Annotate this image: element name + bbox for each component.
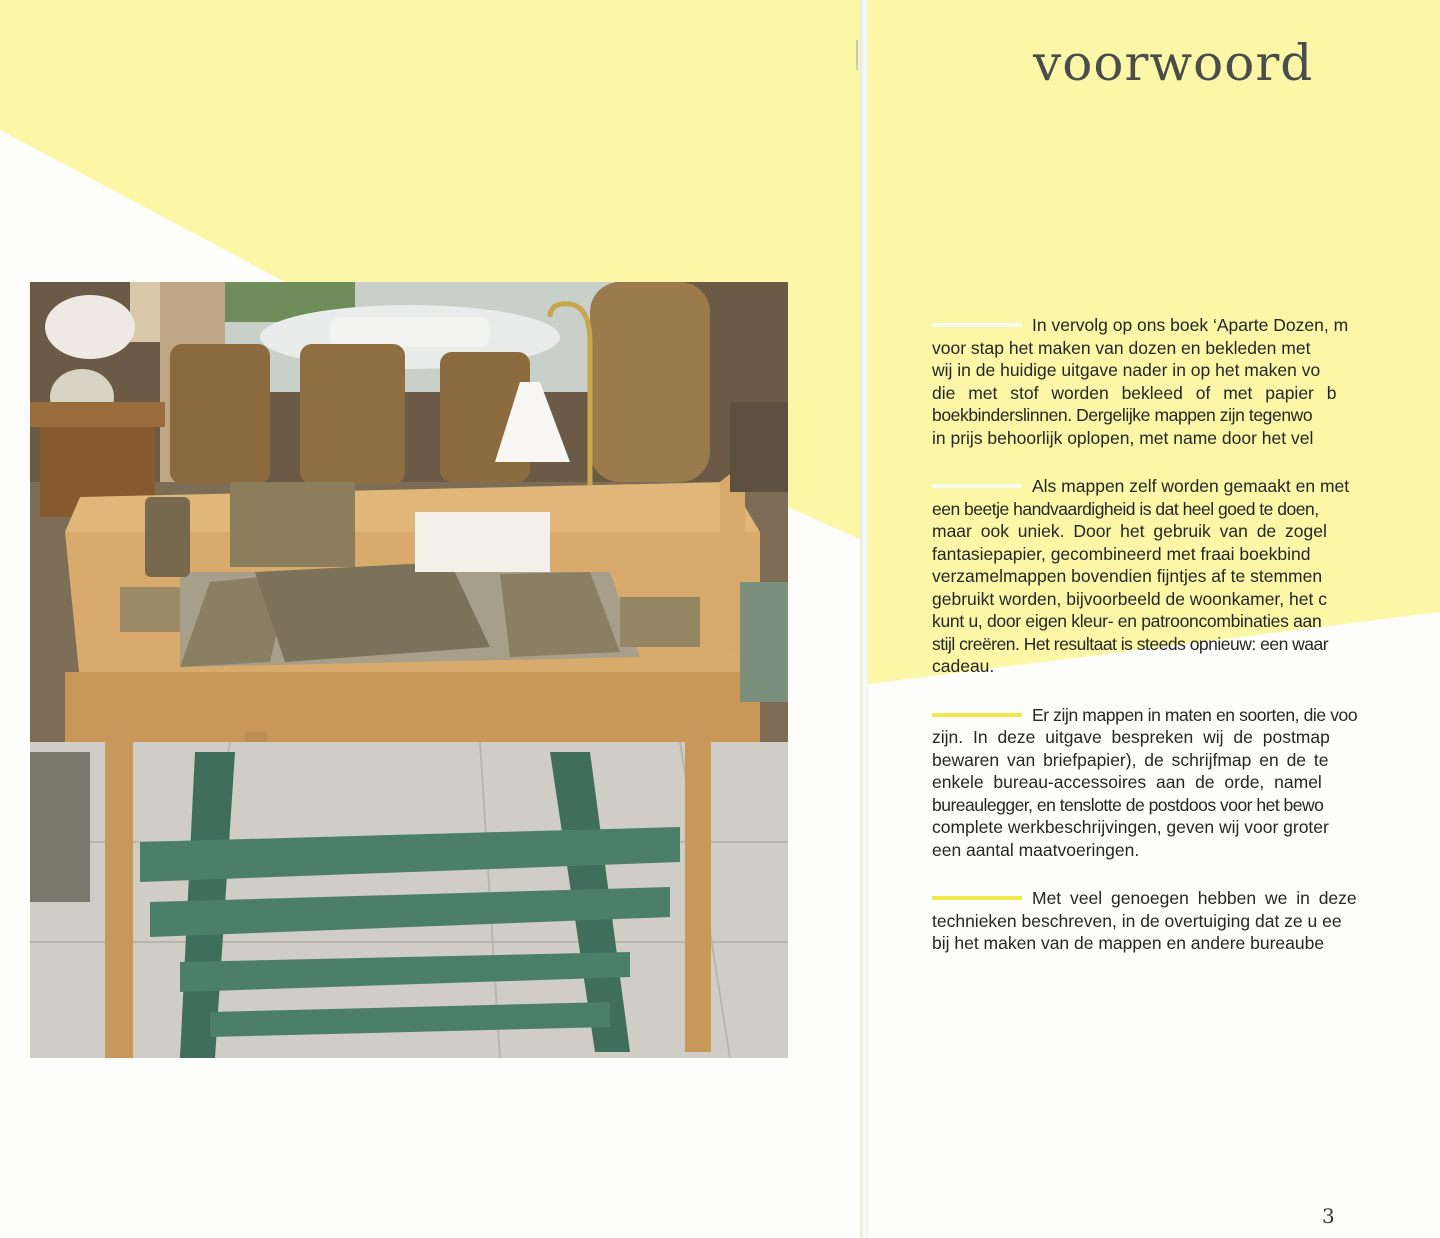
paragraph-marker bbox=[932, 323, 1022, 327]
text-line: stijl creëren. Het resultaat is steeds opnieuw: een waar bbox=[932, 633, 1329, 654]
text-line: Als mappen zelf worden gemaakt en met bbox=[1032, 476, 1350, 496]
text-line: In vervolg op ons boek ‘Aparte Dozen, m bbox=[1032, 315, 1349, 335]
text-line: wij in de huidige uitgave nader in op het maken vo bbox=[932, 360, 1321, 380]
text-line: Er zijn mappen in maten en soorten, die voo bbox=[1032, 704, 1358, 725]
paragraph-2 bbox=[932, 475, 1440, 678]
text-line: gebruikt worden, bijvoorbeeld de woonkamer, het c bbox=[932, 588, 1327, 609]
right-page bbox=[868, 0, 1440, 1238]
text-line: Met veel genoegen hebben we in deze bbox=[1032, 888, 1357, 908]
text-line: boekbinderslinnen. Dergelijke mappen zijn tegenwo bbox=[932, 405, 1313, 425]
text-line: bij het maken van de mappen en andere bureaube bbox=[932, 933, 1325, 953]
text-line: verzamelmappen bovendien fijntjes af te stemmen bbox=[932, 566, 1323, 586]
paragraph-4 bbox=[932, 887, 1440, 955]
text-line: fantasiepapier, gecombineerd met fraai boekbind bbox=[932, 543, 1311, 564]
paragraph-1 bbox=[932, 314, 1440, 449]
text-line: technieken beschreven, in de overtuiging dat ze u ee bbox=[932, 910, 1342, 931]
paragraph-marker bbox=[932, 896, 1022, 900]
text-line: complete werkbeschrijvingen, geven wij voor groter bbox=[932, 817, 1329, 837]
paragraph-marker bbox=[932, 484, 1022, 488]
text-line: die met stof worden bekleed of met papier b bbox=[932, 382, 1337, 403]
paragraph-3 bbox=[932, 704, 1440, 862]
text-line: cadeau. bbox=[932, 656, 995, 676]
binding-mark bbox=[856, 40, 858, 70]
text-line: een aantal maatvoeringen. bbox=[932, 839, 1140, 860]
text-line: maar ook uniek. Door het gebruik van de zogel bbox=[932, 521, 1327, 541]
text-line: zijn. In deze uitgave bespreken wij de postmap bbox=[932, 727, 1330, 747]
text-line: kunt u, door eigen kleur- en patrooncombinaties aan bbox=[932, 611, 1322, 631]
text-line: bureaulegger, en tenslotte de postdoos voor het bewo bbox=[932, 794, 1324, 815]
text-line: enkele bureau-accessoires aan de orde, namel bbox=[932, 772, 1322, 792]
text-line: voor stap het maken van dozen en bekleden met bbox=[932, 337, 1311, 358]
page-title: voorwoord bbox=[1033, 34, 1314, 92]
text-line: in prijs behoorlijk oplopen, met name door het vel bbox=[932, 427, 1314, 448]
page-number: 3 bbox=[1322, 1204, 1335, 1228]
text-line: een beetje handvaardigheid is dat heel goed te doen, bbox=[932, 498, 1319, 519]
paragraph-marker bbox=[932, 713, 1022, 717]
preface-text bbox=[932, 314, 1440, 981]
text-line: bewaren van briefpapier), de schrijfmap en de te bbox=[932, 749, 1329, 770]
desk-photo bbox=[30, 282, 788, 1058]
